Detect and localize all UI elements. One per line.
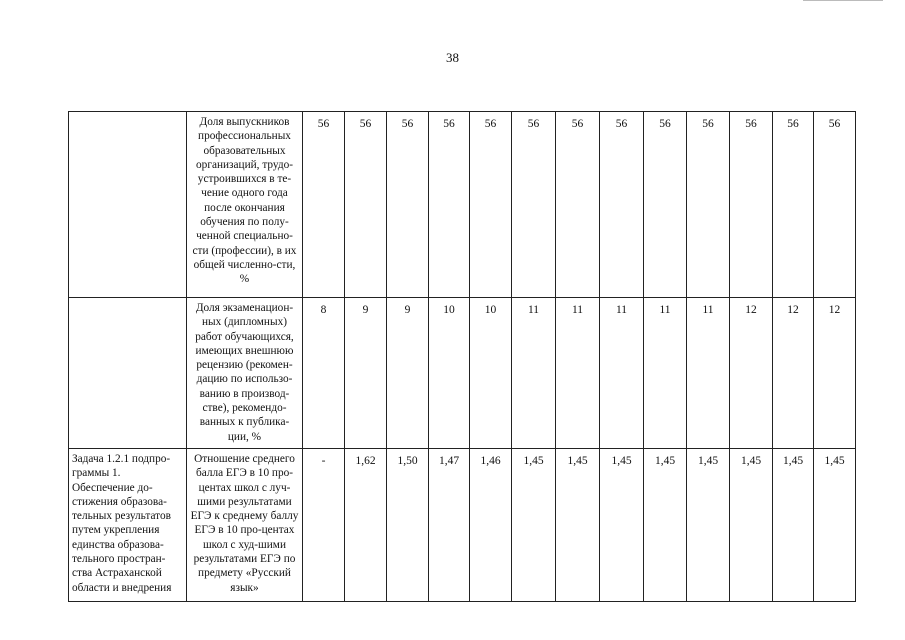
page-number: 38 [446, 50, 459, 65]
value-cell: 1,46 [470, 449, 512, 602]
value-cell: - [303, 449, 345, 602]
value-cell: 56 [814, 112, 856, 298]
value-cell: 9 [387, 298, 429, 449]
task-cell [69, 112, 187, 298]
value-cell: 56 [512, 112, 556, 298]
value-cell: 8 [303, 298, 345, 449]
value-cell: 1,45 [600, 449, 644, 602]
value-cell: 11 [644, 298, 687, 449]
table-row [69, 449, 856, 602]
value-cell: 56 [387, 112, 429, 298]
value-cell: 1,45 [687, 449, 730, 602]
value-cell: 56 [644, 112, 687, 298]
table-row [69, 112, 856, 298]
value-cell: 12 [773, 298, 814, 449]
value-cell: 1,50 [387, 449, 429, 602]
value-cell: 11 [556, 298, 600, 449]
value-cell: 1,45 [730, 449, 773, 602]
indicators-table [68, 111, 856, 602]
value-cell: 11 [600, 298, 644, 449]
value-cell: 1,47 [429, 449, 470, 602]
value-cell: 1,45 [814, 449, 856, 602]
value-cell: 10 [429, 298, 470, 449]
value-cell: 56 [687, 112, 730, 298]
value-cell: 1,45 [556, 449, 600, 602]
task-cell [69, 298, 187, 449]
value-cell: 11 [512, 298, 556, 449]
value-cell: 1,45 [773, 449, 814, 602]
value-cell: 56 [429, 112, 470, 298]
indicator-cell: Доля экзаменацион-ных (дипломных) работ обучающихся, имеющих внешнюю рецензию (рекомен-дацию по использо-ванию в производ-стве), рекомендо-ванных к публика-ции, % [187, 298, 303, 449]
value-cell: 56 [345, 112, 387, 298]
table-body [69, 112, 856, 602]
value-cell: 12 [730, 298, 773, 449]
top-edge-mark [803, 0, 883, 4]
value-cell: 9 [345, 298, 387, 449]
table-row [69, 298, 856, 449]
value-cell: 56 [556, 112, 600, 298]
task-cell: Задача 1.2.1 подпро-граммы 1. Обеспечение до-стижения образова-тельных результатов путем укрепления единства образова-тельного простран-ства Астраханской области и внедрения [69, 449, 187, 602]
indicator-cell: Доля выпускников профессиональных образовательных организаций, трудо-устроившихся в те-чение одного года после окончания обучения по полу-ченной специально-сти (профессии), в их общей численно-сти, % [187, 112, 303, 298]
value-cell: 56 [303, 112, 345, 298]
value-cell: 56 [773, 112, 814, 298]
value-cell: 56 [470, 112, 512, 298]
indicator-cell: Отношение среднего балла ЕГЭ в 10 про-центах школ с луч-шими результатами ЕГЭ к среднему баллу ЕГЭ в 10 про-центах школ с худ-шими результатами ЕГЭ по предмету «Русский язык» [187, 449, 303, 602]
value-cell: 1,45 [512, 449, 556, 602]
value-cell: 1,62 [345, 449, 387, 602]
value-cell: 11 [687, 298, 730, 449]
value-cell: 56 [730, 112, 773, 298]
value-cell: 12 [814, 298, 856, 449]
value-cell: 1,45 [644, 449, 687, 602]
value-cell: 10 [470, 298, 512, 449]
value-cell: 56 [600, 112, 644, 298]
